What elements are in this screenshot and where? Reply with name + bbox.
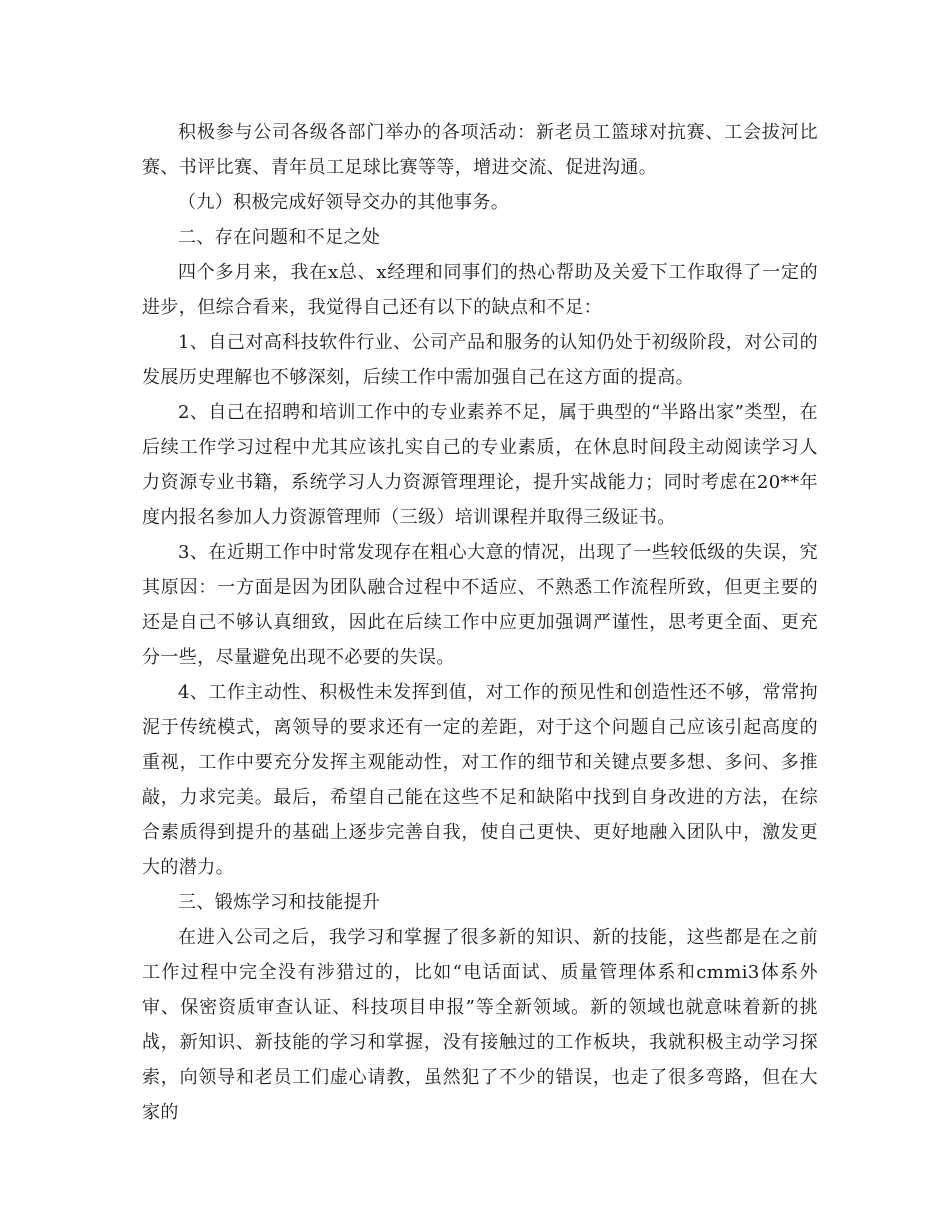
paragraph-point-4: 4、工作主动性、积极性未发挥到值，对工作的预见性和创造性还不够，常常拘泥于传统模式，离领导的要求还有一定的差距，对于这个问题自己应该引起高度的重视，工作中要充分发挥主观能动性，对工作的细节和关键点要多想、多问、多推敲，力求完美。最后，希望自己能在这些不足和缺陷中找到自身改进的方法，在综合素质得到提升的基础上逐步完善自我，使自己更快、更好地融入团队中，激发更大的潜力。 [142,682,818,878]
section-heading-learning: 三、锻炼学习和技能提升 [178,892,381,913]
paragraph-point-1: 1、自己对高科技软件行业、公司产品和服务的认知仍处于初级阶段，对公司的发展历史理解也不够深刻，后续工作中需加强自己在这方面的提高。 [142,332,818,388]
section-heading-problems: 二、存在问题和不足之处 [178,227,381,248]
paragraph-learning: 在进入公司之后，我学习和掌握了很多新的知识、新的技能，这些都是在之前工作过程中完全没有涉猎过的，比如“电话面试、质量管理体系和cmmi3体系外审、保密资质审查认证、科技项目申报”等全新领域。新的领域也就意味着新的挑战，新知识、新技能的学习和掌握，没有接触过的工作板块，我就积极主动学习探索，向领导和老员工们虚心请教，虽然犯了不少的错误，也走了很多弯路，但在大家的 [142,927,818,1123]
paragraph-point-3: 3、在近期工作中时常发现存在粗心大意的情况，出现了一些较低级的失误，究其原因：一方面是因为团队融合过程中不适应、不熟悉工作流程所致，但更主要的还是自己不够认真细致，因此在后续工作中应更加强调严谨性，思考更全面、更充分一些，尽量避免出现不必要的失误。 [142,542,818,668]
paragraph-activities: 积极参与公司各级各部门举办的各项活动：新老员工篮球对抗赛、工会拔河比赛、书评比赛、青年员工足球比赛等等，增进交流、促进沟通。 [142,122,818,178]
paragraph-progress-intro: 四个多月来，我在x总、x经理和同事们的热心帮助及关爱下工作取得了一定的进步，但综合看来，我觉得自己还有以下的缺点和不足： [142,262,818,318]
paragraph-item-nine: （九）积极完成好领导交办的其他事务。 [178,192,510,213]
paragraph-point-2: 2、自己在招聘和培训工作中的专业素养不足，属于典型的“半路出家”类型，在后续工作学习过程中尤其应该扎实自己的专业素质，在休息时间段主动阅读学习人力资源专业书籍，系统学习人力资源管理理论，提升实战能力；同时考虑在20**年度内报名参加人力资源管理师（三级）培训课程并取得三级证书。 [142,402,818,528]
document-body [142,115,818,1130]
